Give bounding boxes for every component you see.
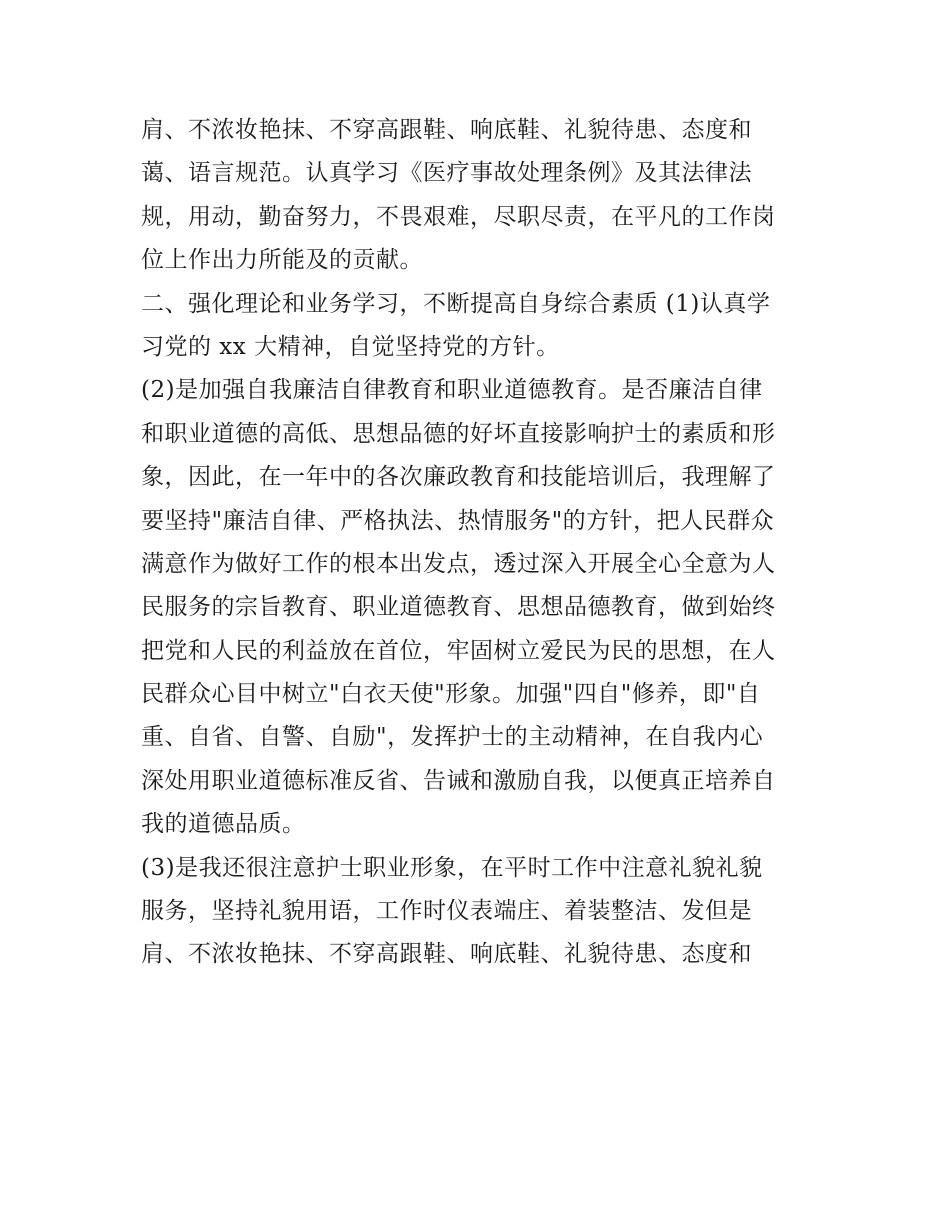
text-line-10: 要坚持"廉洁自律、严格执法、热情服务"的方针，把人民群众 <box>141 507 775 534</box>
text-line-3: 规，用动，勤奋努力，不畏艰难，尽职尽责，在平凡的工作岗 <box>141 203 776 230</box>
text-line-8: 和职业道德的高低、思想品德的好坏直接影响护士的素质和形 <box>141 420 776 447</box>
text-line-12: 民服务的宗旨教育、职业道德教育、思想品德教育，做到始终 <box>141 594 776 621</box>
text-line-11: 满意作为做好工作的根本出发点，透过深入开展全心全意为人 <box>141 550 776 577</box>
text-line-2: 蔼、语言规范。认真学习《医疗事故处理条例》及其法律法 <box>141 160 752 187</box>
text-line-4: 位上作出力所能及的贡献。 <box>141 247 423 274</box>
text-line-7: (2)是加强自我廉洁自律教育和职业道德教育。是否廉洁自律 <box>141 377 763 404</box>
text-line-19: 服务，坚持礼貌用语，工作时仪表端庄、着装整洁、发但是 <box>141 898 752 925</box>
text-line-15: 重、自省、自警、自励"，发挥护士的主动精神，在自我内心 <box>141 724 764 751</box>
text-line-14: 民群众心目中树立"白衣天使"形象。加强"四自"修养，即"自 <box>141 681 761 708</box>
text-line-16: 深处用职业道德标准反省、告诫和激励自我，以便真正培养自 <box>141 767 776 794</box>
text-line-6: 习党的 xx 大精神，自觉坚持党的方针。 <box>141 333 560 360</box>
body-text <box>141 109 821 977</box>
text-line-13: 把党和人民的利益放在首位，牢固树立爱民为民的思想，在人 <box>141 637 776 664</box>
text-line-5: 二、强化理论和业务学习，不断提高自身综合素质 (1)认真学 <box>141 290 771 317</box>
text-line-17: 我的道德品质。 <box>141 811 306 838</box>
text-line-9: 象，因此，在一年中的各次廉政教育和技能培训后，我理解了 <box>141 464 776 491</box>
text-line-20: 肩、不浓妆艳抹、不穿高跟鞋、响底鞋、礼貌待患、态度和 <box>141 941 752 968</box>
text-line-18: (3)是我还很注意护士职业形象，在平时工作中注意礼貌礼貌 <box>141 854 763 881</box>
text-line-1: 肩、不浓妆艳抹、不穿高跟鞋、响底鞋、礼貌待患、态度和 <box>141 117 752 143</box>
